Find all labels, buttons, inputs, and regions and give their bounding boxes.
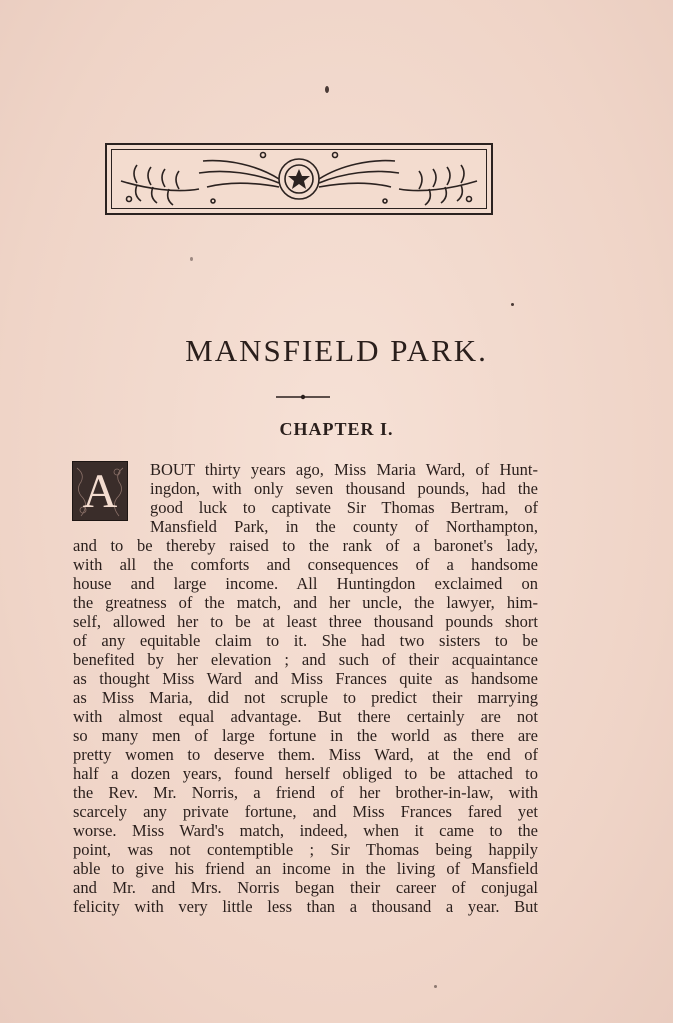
text-line: good luck to captivate Sir Thomas Bertram, of — [150, 498, 538, 517]
text-line: and Mr. and Mrs. Norris began their career of conjugal — [73, 878, 538, 897]
text-line: ingdon, with only seven thousand pounds, had the — [150, 479, 538, 498]
text-line: felicity with very little less than a thousand a year. But — [73, 897, 538, 916]
text-line: pretty women to deserve them. Miss Ward, at the end of — [73, 745, 538, 764]
ornamental-headpiece — [105, 143, 493, 215]
text-line: with all the comforts and consequences of a handsome — [73, 555, 538, 574]
text-line: house and large income. All Huntingdon exclaimed on — [73, 574, 538, 593]
text-line: half a dozen years, found herself obliged to be attached to — [73, 764, 538, 783]
chapter-heading: CHAPTER I. — [279, 419, 394, 439]
text-line: and to be thereby raised to the rank of a baronet's lady, — [73, 536, 538, 555]
text-line: benefited by her elevation ; and such of their acquaintance — [73, 650, 538, 669]
title-divider-rule — [276, 394, 330, 400]
text-line: as Miss Maria, did not scruple to predict their marrying — [73, 688, 538, 707]
text-line: able to give his friend an income in the living of Mansfield — [73, 859, 538, 878]
paper-speck — [190, 257, 193, 261]
paper-speck — [511, 303, 514, 306]
paper-speck — [325, 86, 329, 93]
text-line: of any equitable claim to it. She had two sisters to be — [73, 631, 538, 650]
text-line: scarcely any private fortune, and Miss Frances fared yet — [73, 802, 538, 821]
text-line: the greatness of the match, and her uncle, the lawyer, him- — [73, 593, 538, 612]
text-line: the Rev. Mr. Norris, a friend of her brother-in-law, with — [73, 783, 538, 802]
text-line: as thought Miss Ward and Miss Frances quite as handsome — [73, 669, 538, 688]
wreath-wings-ornament-icon — [107, 145, 491, 213]
text-line: Mansfield Park, in the county of Northampton, — [150, 517, 538, 536]
text-line: BOUT thirty years ago, Miss Maria Ward, of Hunt- — [150, 460, 538, 479]
paper-speck — [434, 985, 437, 988]
text-line: so many men of large fortune in the world as there are — [73, 726, 538, 745]
drop-cap-letter: A — [82, 465, 118, 518]
drop-cap-initial — [72, 461, 128, 521]
text-line: with almost equal advantage. But there certainly are not — [73, 707, 538, 726]
book-title: MANSFIELD PARK. — [185, 333, 488, 368]
text-line: self, allowed her to be at least three thousand pounds short — [73, 612, 538, 631]
text-line: worse. Miss Ward's match, indeed, when it came to the — [73, 821, 538, 840]
text-line: point, was not contemptible ; Sir Thomas being happily — [73, 840, 538, 859]
